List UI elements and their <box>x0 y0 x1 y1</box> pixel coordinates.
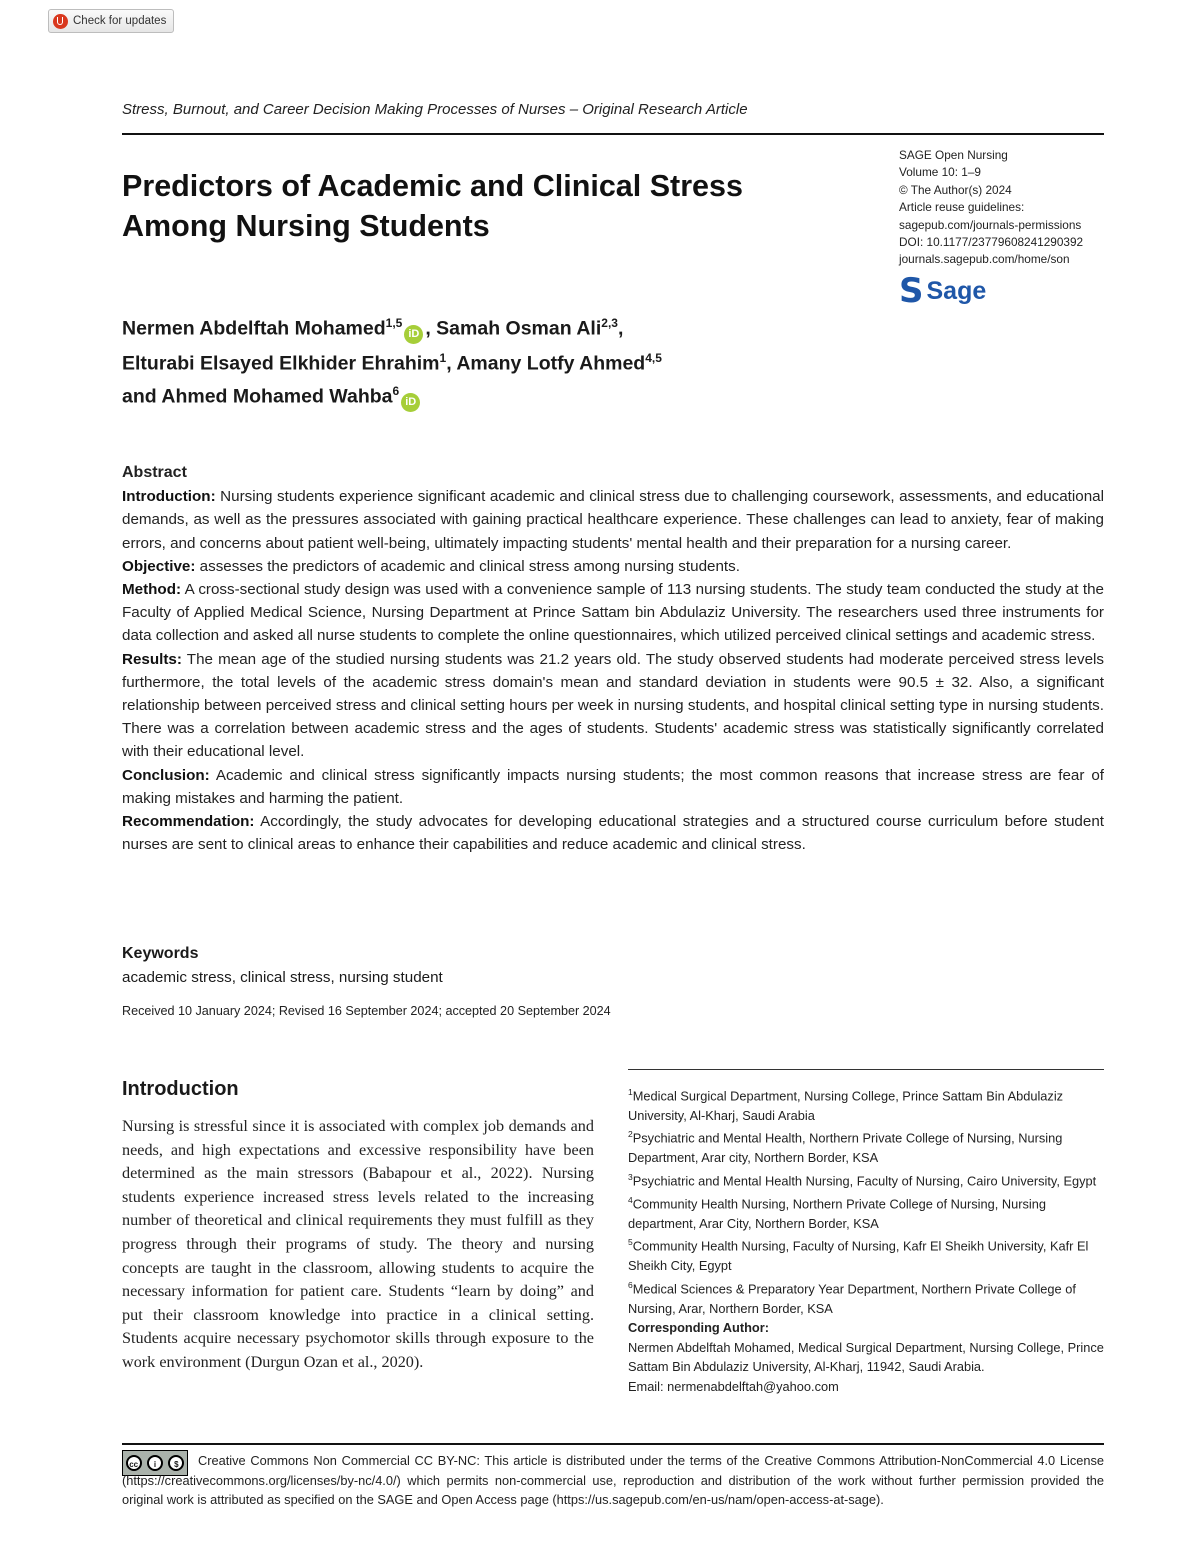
abstract-introduction: Introduction: Nursing students experience significant academic and clinical stress due to challenging coursework, assessments, and educational demands, as well as the pressures associated with gaining practical healthcare experience. These challenges can lead to anxiety, fear of making errors, and concerns about patient well-being, ultimately impacting students' mental health and their preparation for a nursing career. <box>122 488 1104 552</box>
author-name: Elturabi Elsayed Elkhider Ehrahim <box>122 352 440 374</box>
keywords-heading: Keywords <box>122 945 199 962</box>
abstract-objective: Objective: assesses the predictors of academic and clinical stress among nursing students. <box>122 557 740 575</box>
affiliation-item: $^1$Medical Surgical Department, Nursing College, Prince Sattam Bin Abdulaziz University, Al-Kharj, Saudi Arabia <box>628 1087 1064 1123</box>
author-affiliation: 2,3 <box>601 316 618 330</box>
orcid-icon[interactable]: iD <box>401 393 420 412</box>
sage-logo-text: Sage <box>926 276 987 305</box>
abstract-recommendation: Recommendation: Accordingly, the study advocates for developing educational strategies and a structured course curriculum before student nurses are sent to clinical areas to enhance their capabilities and reduce academic and clinical stress. <box>122 813 1104 854</box>
orcid-icon[interactable]: iD <box>404 325 423 344</box>
corresponding-email[interactable]: Email: nermenabdelftah@yahoo.com <box>628 1378 839 1394</box>
keywords-text: academic stress, clinical stress, nursing student <box>122 969 443 986</box>
author-name: Amany Lotfy Ahmed <box>456 352 646 374</box>
author-affiliation: 1 <box>439 350 447 365</box>
author-affiliation: 6 <box>392 384 400 398</box>
update-badge-icon <box>53 14 68 29</box>
affiliation-item: $^2$Psychiatric and Mental Health, Northern Private College of Nursing, Nursing Department, Arar city, Northern Border, KSA <box>628 1129 1063 1166</box>
corresponding-heading: Corresponding Author: <box>628 1320 769 1336</box>
affiliation-item: $^6$Medical Sciences & Preparatory Year Department, Northern Private College of Nursing, Arar, Northern Border, KSA <box>628 1279 1076 1316</box>
introduction-body: Nursing is stressful since it is associated with complex job demands and needs, and high expectations and excessive responsibility have been determined as the main stressors (Babapour et al., 2022). Nursing students experience increased stress levels related to the increasing number of theoretical and clinical requirements they must fulfill as they progress through their programs of study. The theory and nursing concepts are taught in the classroom, allowing students to acquire the necessary information for patient care. Students “learn by doing” and put their classroom knowledge into practice in a clinical setting. Students acquire necessary psychomotor skills through exposure to the work environment (Durgun Ozan et al., 2020). <box>122 1117 594 1371</box>
journal-copyright: © The Author(s) 2024 <box>899 182 1012 197</box>
check-for-updates-button[interactable] <box>48 9 174 33</box>
sage-s-icon: S <box>899 271 924 311</box>
author-name: Nermen Abdelftah Mohamed <box>122 317 386 340</box>
journal-info <box>899 147 1109 269</box>
received-dates: Received 10 January 2024; Revised 16 September 2024; accepted 20 September 2024 <box>122 1004 611 1018</box>
abstract-method: Method: A cross-sectional study design was used with a convenience sample of 113 nursing students. The study team conducted the study at the Faculty of Applied Medical Science, Nursing Department at Prince Sattam bin Abdulaziz University. The researchers used three instruments for data collection and asked all nurse students to complete the online questionnaires, which utilized perceived clinical settings and academic stress. <box>122 581 1104 645</box>
journal-reuse-label: Article reuse guidelines: <box>899 200 1025 215</box>
affiliation-item: $^3$Psychiatric and Mental Health Nursing, Faculty of Nursing, Cairo University, Egypt <box>628 1171 1097 1189</box>
affiliation-item: $^5$Community Health Nursing, Faculty of Nursing, Kafr El Sheikh University, Kafr El Sheikh City, Egypt <box>628 1237 1089 1274</box>
affiliations <box>628 1083 1104 1397</box>
author-list: Nermen Abdelftah Mohamed$^{1,5}$iD , Samah Osman Ali$^{2,3}$, Elturabi Elsayed Elkhider Ehrahim$^1$, Amany Lotfy Ahmed$^{4,5}$ and Ahmed Mohamed Wahba$^6$iD <box>122 309 882 412</box>
header-rule <box>122 133 1104 135</box>
author-name: Ahmed Mohamed Wahba <box>161 385 393 408</box>
introduction-heading: Introduction <box>122 1078 239 1100</box>
abstract-heading: Abstract <box>122 464 187 481</box>
corresponding-text: Nermen Abdelftah Mohamed, Medical Surgical Department, Nursing College, Prince Sattam Bin Abdulaziz University, Al-Kharj, 11942, Saudi Arabia. <box>628 1339 1104 1375</box>
journal-name: SAGE Open Nursing <box>899 148 1008 162</box>
abstract <box>122 461 1104 856</box>
author-affiliation: 1,5 <box>385 316 403 330</box>
abstract-results: Results: The mean age of the studied nursing students was 21.2 years old. The study observed students had moderate perceived stress levels furthermore, the total levels of the academic stress domain's mean and standard deviation in students were 90.5 ± 32. Also, a significant relationship between perceived stress and clinical setting hours per week in nursing students, and hospital clinical setting type in nursing students. There was a correlation between academic stress and the ages of students. Students' academic stress was statistically significantly correlated with their educational level. <box>122 650 1104 761</box>
article-title: Predictors of Academic and Clinical Stress Among Nursing Students <box>122 169 743 243</box>
author-name: Samah Osman Ali <box>436 317 602 340</box>
journal-reuse-link[interactable]: sagepub.com/journals-permissions <box>899 217 1082 232</box>
author-affiliation: 4,5 <box>645 350 662 365</box>
journal-doi[interactable]: DOI: 10.1177/23779608241290392 <box>899 235 1084 250</box>
sage-logo <box>899 271 987 311</box>
running-head: Stress, Burnout, and Career Decision Making Processes of Nurses – Original Research Article <box>122 101 748 118</box>
affiliation-item: $^4$Community Health Nursing, Northern Private College of Nursing, Nursing department, Arar City, Northern Border, KSA <box>628 1194 1046 1231</box>
license-text: Creative Commons Non Commercial CC BY-NC: This article is distributed under the terms of the Creative Commons Attribution-NonCommercial 4.0 License (https://creativecommons.org/licenses/by-nc/4.0/) which permits non-commercial use, reproduction and distribution of the work without further permission provided the original work is attributed as specified on the SAGE and Open Access page (https://us.sagepub.com/en-us/nam/open-access-at-sage). <box>122 1453 1104 1508</box>
journal-volume: Volume 10: 1–9 <box>899 165 981 180</box>
footer-rule <box>122 1443 1104 1445</box>
journal-home-link[interactable]: journals.sagepub.com/home/son <box>899 252 1070 267</box>
affiliation-rule <box>628 1069 1104 1070</box>
cc-by-nc-icon[interactable]: cc i $ <box>122 1450 188 1476</box>
check-for-updates-label: Check for updates <box>73 15 167 27</box>
abstract-conclusion: Conclusion: Academic and clinical stress significantly impacts nursing students; the most common reasons that increase stress are fear of making mistakes and harming the patient. <box>122 766 1104 807</box>
keywords <box>122 942 443 990</box>
